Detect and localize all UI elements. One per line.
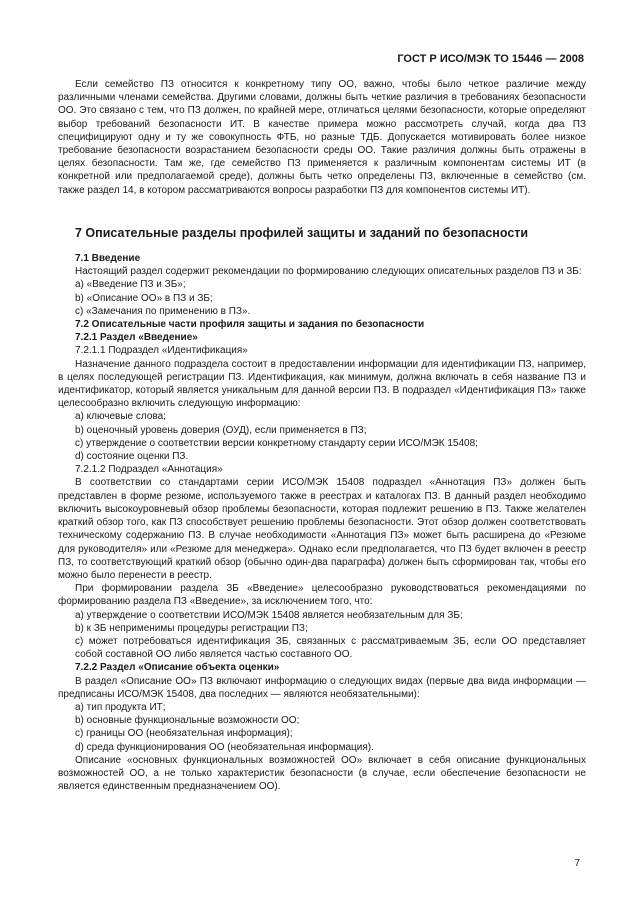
subsection-heading: 7.2.1 Раздел «Введение» [75, 332, 198, 344]
paragraph: При формировании раздела ЗБ «Введение» целесообразно руководствоваться рекомендациями по формированию раздела ПЗ «Введение», за исключением того, что: [58, 583, 586, 608]
list-item: d) среда функционирования ОО (необязательная информация). [75, 741, 374, 753]
subsection-heading: 7.2 Описательные части профиля защиты и задания по безопасности [75, 319, 425, 331]
subsection-heading: 7.1 Введение [75, 253, 141, 265]
list-item: c) границы ОО (необязательная информация); [75, 728, 293, 740]
list-item: d) состояние оценки ПЗ. [75, 451, 189, 463]
subsubsection-heading: 7.2.1.2 Подраздел «Аннотация» [75, 464, 223, 476]
list-item: b) к ЗБ неприменимы процедуры регистрации ПЗ; [75, 622, 308, 634]
page-number: 7 [574, 858, 580, 869]
list-item: a) тип продукта ИТ; [75, 701, 166, 713]
list-item: c) утверждение о соответствии версии конкретному стандарту серии ИСО/МЭК 15408; [75, 437, 478, 449]
list-item: c) может потребоваться идентификация ЗБ, связанных с рассматриваемым ЗБ, если ОО представляет собой составной ОО либо является частью составного ОО. [75, 635, 586, 661]
paragraph: В соответствии со стандартами серии ИСО/МЭК 15408 подраздел «Аннотация ПЗ» должен быть представлен в форме резюме, используемого также в реестрах и каталогах ПЗ. В данный раздел необходимо включить высокоуровневый обзор проблемы безопасности, которая подлежит решению в ПЗ. Также желателен краткий обзор того, как ПЗ способствует решению проблемы безопасности. Этот обзор должен соответствовать техническому содержанию ПЗ. В случае необходимости «Аннотация ПЗ» может быть расширена до «Резюме для руководителя» или «Резюме для менеджера». Однако если предполагается, что ПЗ будет включен в реестр ПЗ, то соответствующий краткий обзор (обычно один-два параграфа) должен быть сформирован так, чтобы его можно было перенести в реестр. [58, 477, 586, 581]
paragraph: В раздел «Описание ОО» ПЗ включают информацию о следующих видах (первые два вида информации — предписаны ИСО/МЭК 15408, два последних — являются необязательными): [58, 675, 586, 700]
document-header: ГОСТ Р ИСО/МЭК ТО 15446 — 2008 [397, 53, 584, 65]
subsection-heading: 7.2.2 Раздел «Описание объекта оценки» [75, 662, 280, 674]
subsubsection-heading: 7.2.1.1 Подраздел «Идентификация» [75, 345, 248, 357]
section-heading: 7 Описательные разделы профилей защиты и заданий по безопасности [75, 225, 529, 240]
list-item: a) ключевые слова; [75, 411, 166, 423]
list-item: b) оценочный уровень доверия (ОУД), если применяется в ПЗ; [75, 424, 367, 436]
list-item: b) основные функциональные возможности ОО; [75, 715, 300, 727]
document-body [58, 78, 586, 793]
paragraph: Назначение данного подраздела состоит в предоставлении информации для идентификации ПЗ, например, в целях последующей регистрации ПЗ. Идентификация, как минимум, должна включать в себя название ПЗ и идентификатор, который является уникальным для данной версии ПЗ. В подраздел «Идентификация ПЗ» также целесообразно включить следующую информацию: [58, 358, 586, 410]
list-item: a) «Введение ПЗ и ЗБ»; [75, 279, 186, 291]
paragraph: Если семейство ПЗ относится к конкретному типу ОО, важно, чтобы было четкое различие между различными членами семейства. Другими словами, должны быть четкие различия в требованиях безопасности ОО. Это связано с тем, что ПЗ должен, по крайней мере, отличаться целями безопасности, которые определяют выбор требований безопасности ИТ. В качестве примера можно рассмотреть случай, когда два ПЗ специфицируют одну и ту же совокупность ФТБ, но разные ТДБ. Допускается мотивировать более низкое требование безопасности возрастанием безопасности среды ОО. Такие различия должны быть отражены в целях безопасности. Там же, где семейство ПЗ применяется к различным компонентам системы ИТ (в конкретной или предполагаемой среде), должны быть четко определены ПЗ, включенные в семейство (см. также раздел 14, в котором рассматриваются вопросы разработки ПЗ для компонентов системы ИТ). [58, 79, 586, 196]
list-item: a) утверждение о соответствии ИСО/МЭК 15408 является необязательным для ЗБ; [75, 609, 463, 621]
paragraph: Настоящий раздел содержит рекомендации по формированию следующих описательных разделов ПЗ и ЗБ: [75, 266, 582, 278]
list-item: b) «Описание ОО» в ПЗ и ЗБ; [75, 292, 213, 304]
list-item: c) «Замечания по применению в ПЗ». [75, 305, 251, 317]
paragraph: Описание «основных функциональных возможностей ОО» включает в себя описание функциональных возможностей ОО, а не только характеристик безопасности (в случае, если обеспечение безопасности не является единственным предназначением ОО). [58, 754, 586, 793]
